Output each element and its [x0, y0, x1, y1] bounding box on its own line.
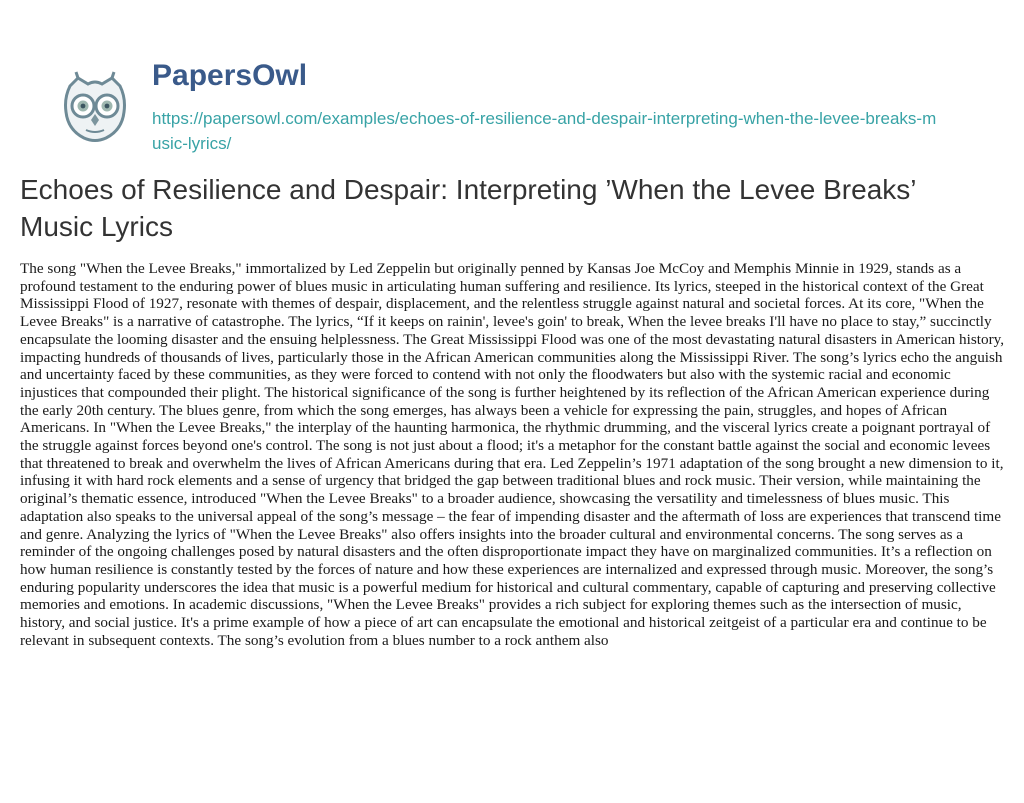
article-body: The song "When the Levee Breaks," immortalized by Led Zeppelin but originally penned by Kansas Joe McCoy and Memphis Minnie in 1929, stands as a profound testament to the enduring power of blues music in articulating human suffering and resilience. Its lyrics, steeped in the historical context of the Great Mississippi Flood of 1927, resonate with themes of despair, displacement, and the relentless struggle against natural and societal forces. At its core, "When the Levee Breaks" is a narrative of catastrophe. The lyrics, “If it keeps on rainin', levee's goin' to break, When the levee breaks I'll have no place to stay,” succinctly encapsulate the looming disaster and the ensuing helplessness. The Great Mississippi Flood was one of the most devastating natural disasters in American history, impacting hundreds of thousands of lives, particularly those in the African American communities along the Mississippi River. The song’s lyrics echo the anguish and uncertainty faced by these communities, as they were forced to contend with not only the floodwaters but also with the systemic racial and economic injustices that compounded their plight. The historical significance of the song is further heightened by its reflection of the African American experience during the early 20th century. The blues genre, from which the song emerges, has always been a vehicle for expressing the pain, struggles, and hopes of African Americans. In "When the Levee Breaks," the interplay of the haunting harmonica, the rhythmic drumming, and the visceral lyrics create a poignant portrayal of the struggle against forces beyond one's control. The song is not just about a flood; it's a metaphor for the constant battle against the social and economic levees that threatened to break and overwhelm the lives of African Americans during that era. Led Zeppelin’s 1971 adaptation of the song brought a new dimension to it, infusing it with hard rock elements and a sense of urgency that bridged the gap between traditional blues and rock music. Their version, while maintaining the original’s thematic essence, introduced "When the Levee Breaks" to a broader audience, showcasing the versatility and timelessness of blues music. This adaptation also speaks to the universal appeal of the song’s message – the fear of impending disaster and the aftermath of loss are experiences that transcend time and genre. Analyzing the lyrics of "When the Levee Breaks" also offers insights into the broader cultural and environmental concerns. The song serves as a reminder of the ongoing challenges posed by natural disasters and the often disproportionate impact they have on marginalized communities. It’s a reflection on how human resilience is constantly tested by the forces of nature and how these experiences are internalized and expressed through music. Moreover, the song’s enduring popularity underscores the idea that music is a powerful medium for historical and cultural commentary, capable of capturing and preserving collective memories and emotions. In academic discussions, "When the Levee Breaks" provides a rich subject for exploring themes such as the intersection of music, history, and social justice. It's a prime example of how a piece of art can encapsulate the emotional and historical zeitgeist of a particular era and continue to be relevant in subsequent contexts. The song’s evolution from a blues number to a rock anthem also: [20, 260, 1005, 649]
source-url-link[interactable]: https://papersowl.com/examples/echoes-of-resilience-and-despair-interpreting-when-the-levee-breaks-music-lyrics/: [152, 109, 937, 153]
owl-logo-icon: [50, 64, 140, 154]
brand-name: PapersOwl: [152, 59, 308, 92]
article-title: Echoes of Resilience and Despair: Interpreting ’When the Levee Breaks’ Music Lyrics: [20, 174, 916, 242]
